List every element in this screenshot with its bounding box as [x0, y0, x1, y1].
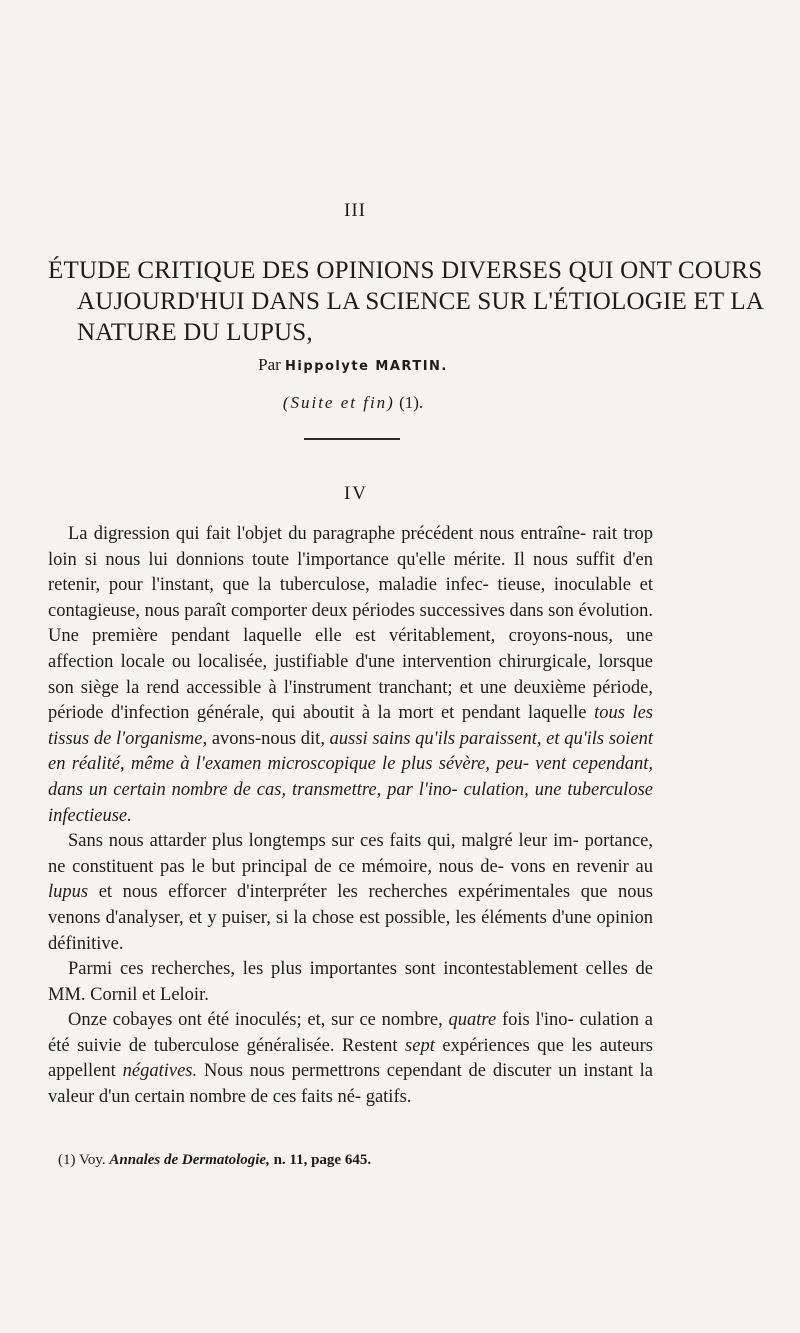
- chapter-numeral: IV: [343, 483, 369, 504]
- article-title: [48, 255, 765, 348]
- divider-rule: [304, 438, 400, 440]
- italic-run: négatives.: [122, 1061, 198, 1082]
- italic-run: lupus: [48, 882, 89, 903]
- paragraph: [48, 829, 653, 957]
- title-line: AUJOURD'HUI DANS LA SCIENCE SUR L'ÉTIOLOGIE ET LA: [77, 288, 765, 315]
- text-run: expériences que les auteurs appellent: [48, 1035, 654, 1082]
- text-run: La digression qui fait l'objet du paragraphe précédent nous entraîne- rait trop loin si nous lui donnions toute l'importance qu'elle mérite. Il nous suffit d'en retenir, pour l'instant, que la tuberculose, maladie infec- tieuse, inoculable et contagieuse, nous paraît comporter deux périodes successives dans son évolution. Une première pendant laquelle elle est véritablement, croyons-nous, une affection locale ou localisée, justifiable d'une intervention chirurgicale, lorsque son siège la rend accessible à l'instrument tranchant; et une deuxième période, période d'infection générale, qui aboutit à la mort et pendant laquelle: [48, 524, 653, 724]
- author-prefix: Par: [258, 355, 281, 374]
- author-line: [0, 355, 706, 375]
- text-run: fois l'ino- culation a été suivie de tuberculose généralisée. Restent: [48, 1010, 654, 1056]
- text-run: Nous nous permettrons cependant de discuter un instant la valeur d'un certain nombre de ces faits né- gatifs.: [48, 1061, 653, 1108]
- text-run: et nous efforcer d'interpréter les recherches expérimentales que nous venons d'analyser, et y puiser, si la chose est possible, les éléments d'une opinion définitive.: [48, 882, 654, 954]
- author-name: Hippolyte MARTIN.: [285, 359, 448, 374]
- body-text: [48, 522, 653, 1111]
- text-run: Sans nous attarder plus longtemps sur ces faits qui, malgré leur im- portance, ne constituent pas le but principal de ce mémoire, nous de- vons en revenir au: [48, 831, 653, 877]
- italic-run: tous les tissus de l'organisme,: [48, 703, 653, 749]
- subtitle-text: (Suite et fin): [282, 393, 395, 412]
- text-run: avons-nous dit,: [211, 728, 325, 749]
- italic-run: aussi sains qu'ils paraissent, et qu'ils soient en réalité, même à l'examen microscopique le plus sévère, peu- vent cependant, dans un certain nombre de cas, transmettre, par l'ino- culation, une tuberculose infectieuse.: [48, 728, 654, 826]
- paragraph: [48, 522, 653, 829]
- paragraph: Parmi ces recherches, les plus importantes sont incontestablement celles de MM. Cornil et Leloir.: [48, 959, 653, 1005]
- section-numeral: III: [344, 200, 366, 221]
- paragraph: [48, 1008, 653, 1110]
- italic-run: sept: [405, 1035, 435, 1056]
- footnote: [58, 1152, 658, 1169]
- footnote-journal: Annales de Dermatologie,: [109, 1152, 270, 1168]
- italic-run: quatre: [448, 1010, 497, 1031]
- title-line: NATURE DU LUPUS,: [77, 319, 313, 346]
- footnote-marker: (1) Voy.: [58, 1152, 106, 1168]
- text-run: Onze cobayes ont été inoculés; et, sur ce nombre,: [68, 1010, 443, 1031]
- footnote-reference-detail: n. 11, page 645.: [273, 1152, 372, 1168]
- footnote-reference: (1).: [399, 393, 424, 412]
- title-line: ÉTUDE CRITIQUE DES OPINIONS DIVERSES QUI ONT COURS: [48, 257, 763, 284]
- subtitle: [0, 393, 706, 413]
